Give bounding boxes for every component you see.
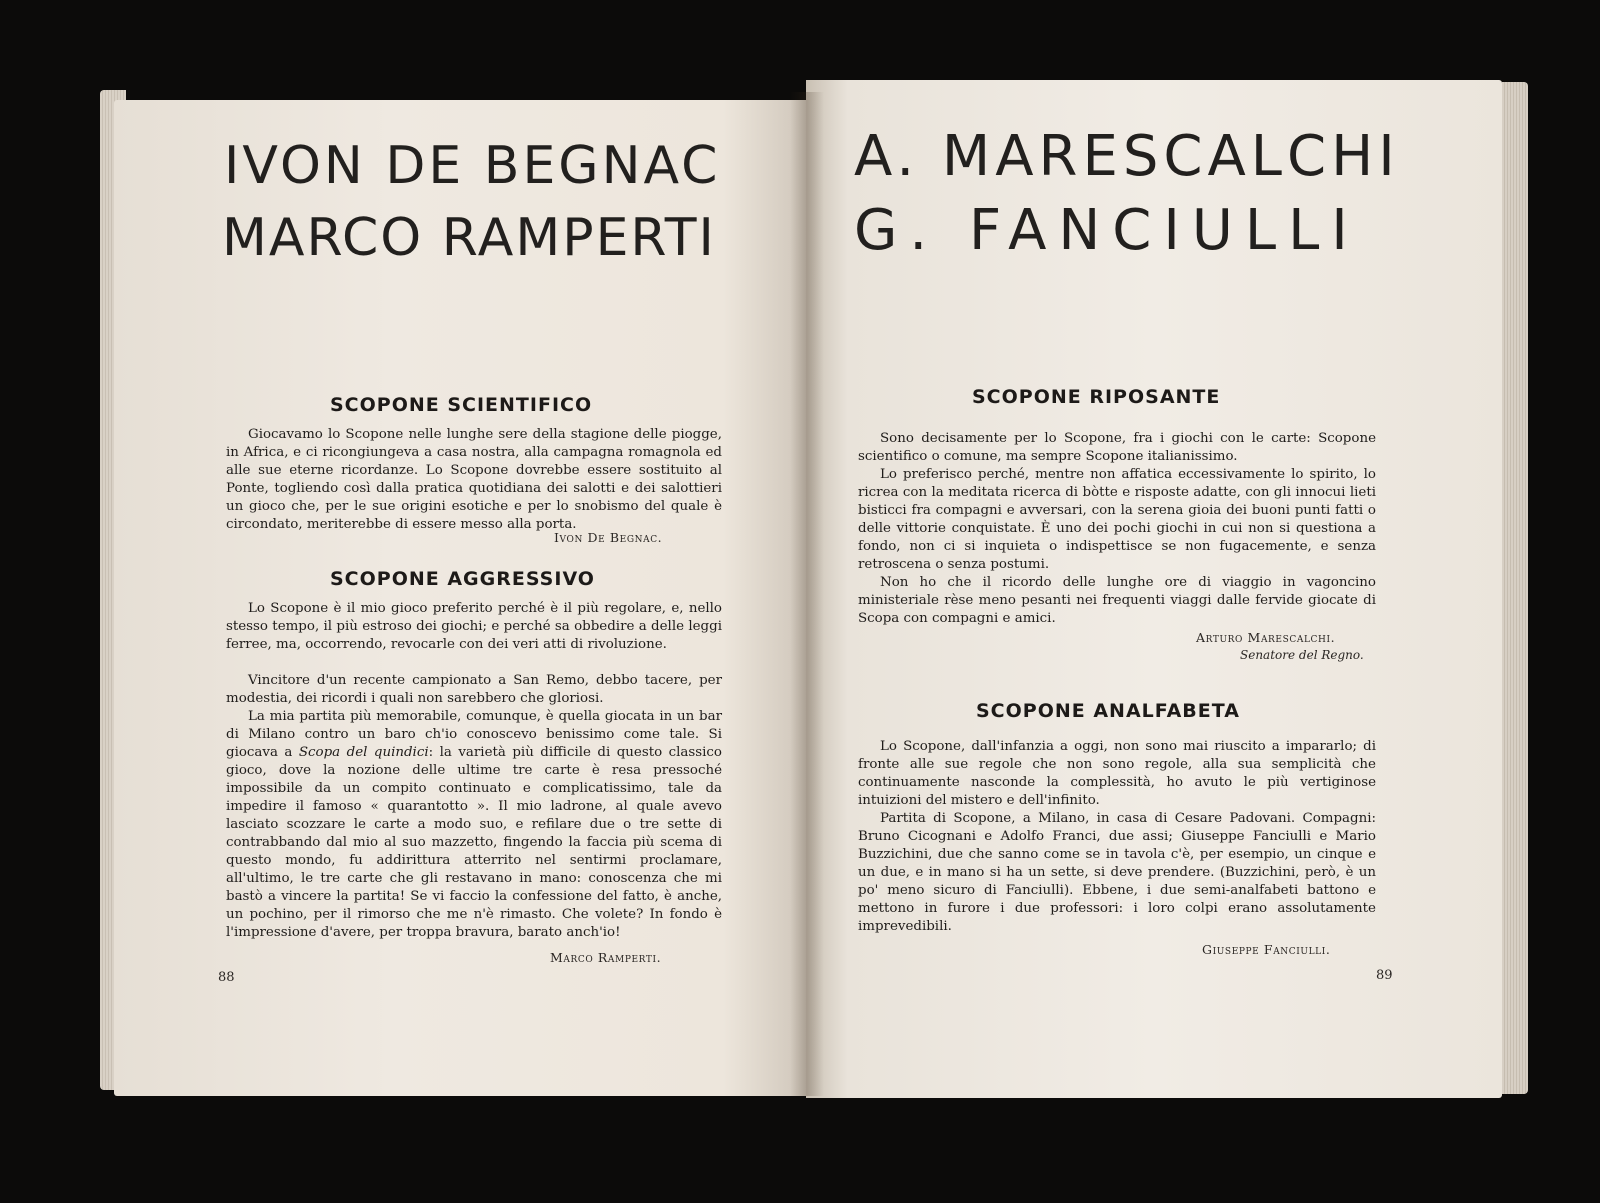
paragraph-analfabeta-2: Partita di Scopone, a Milano, in casa di Cesare Padovani. Compagni: Bruno Cicognani e Adolfo Franci, due assi; Giuseppe Fanciulli e Mario Buzzichini, due che sanno come se in tavola c'è, per esempio, un cinque e un due, e in mano si ha un sette, si deve prendere. (Buzzichini, però, è un po' meno sicuro di Fanciulli). Ebbene, i due semi-analfabeti battono e mettono in furore i due professori: i loro colpi erano assolutamente imprevedibili. bbox=[858, 811, 1376, 934]
paragraph-aggressivo-3 bbox=[226, 708, 722, 942]
page-number-right: 89 bbox=[1376, 968, 1393, 983]
paragraph-aggressivo-3-end: : la varietà più difficile di questo classico gioco, dove la nozione delle ultime tre carte è resa pressoché impossibile da un compito continuato e complicatissimo, tale da impedire il famoso « quarantotto ». Il mio ladrone, al quale avevo lasciato scozzare le carte a modo suo, e refilare due o tre sette di contrabbando dal mio al suo mazzetto, fingendo la faccia più scema di questo mondo, fu addirittura atterrito nel sentirmi proclamare, all'ultimo, le tre carte che gli restavano in mano: conoscenza che mi bastò a vincere la partita! Se vi faccio la confessione del fatto, è anche, un pochino, per il rimorso che me n'è rimasto. Che volete? In fondo è l'impressione d'avere, per troppa bravura, barato anch'io! bbox=[226, 745, 722, 940]
right-page-edges bbox=[1502, 82, 1528, 1094]
signature-arturo-marescalchi: Arturo Marescalchi. bbox=[1196, 630, 1336, 645]
signature-ivon-de-begnac: Ivon De Begnac. bbox=[554, 530, 663, 545]
subtitle-senatore-del-regno: Senatore del Regno. bbox=[1240, 648, 1364, 662]
section-title-scopone-analfabeta: SCOPONE ANALFABETA bbox=[976, 700, 1240, 722]
heading-marco-ramperti: MARCO RAMPERTI bbox=[222, 208, 716, 268]
paragraph-scientifico: Giocavamo lo Scopone nelle lunghe sere della stagione delle piogge, in Africa, e ci ricongiungeva a casa nostra, alla campagna romagnola ed alle sue eterne ricordanze. Lo Scopone dovrebbe essere sostituito al Ponte, togliendo così dalla pratica quotidiana dei salotti e dei salottieri un gioco che, per le sue origini esotiche e per lo snobismo del quale è circondato, meriterebbe di essere messo alla porta. bbox=[226, 427, 722, 532]
signature-marco-ramperti: Marco Ramperti. bbox=[550, 950, 662, 965]
section-title-scopone-riposante: SCOPONE RIPOSANTE bbox=[972, 386, 1221, 408]
book-gutter bbox=[790, 92, 824, 1096]
paragraph-analfabeta-1: Lo Scopone, dall'infanzia a oggi, non sono mai riuscito a impararlo; di fronte alle sue regole che non sono regole, alla sua semplicità che continuamente nasconde la complessità, ho avuto le più vertiginose intuizioni del mistero e dell'infinito. bbox=[858, 739, 1376, 808]
paragraph-aggressivo-3-start: La mia partita più memorabile, comunque, è quella giocata in un bar di Milano contro un baro ch'io conoscevo benissimo come tale. Si giocava a bbox=[226, 709, 722, 760]
heading-g-fanciulli: G. FANCIULLI bbox=[854, 198, 1360, 263]
paragraph-riposante-3: Non ho che il ricordo delle lunghe ore di viaggio in vagoncino ministeriale rèse meno pesanti nei frequenti viaggi dalle fervide giocate di Scopa con compagni e amici. bbox=[858, 575, 1376, 626]
paragraph-aggressivo-2: Vincitore d'un recente campionato a San Remo, debbo tacere, per modestia, dei ricordi i quali non sarebbero che gloriosi. bbox=[226, 673, 722, 706]
right-page bbox=[806, 80, 1502, 1098]
page-number-left: 88 bbox=[218, 970, 235, 985]
signature-giuseppe-fanciulli: Giuseppe Fanciulli. bbox=[1202, 942, 1331, 957]
paragraph-aggressivo-3-italic: Scopa del quindici bbox=[298, 745, 429, 760]
open-book bbox=[100, 72, 1528, 1104]
left-page bbox=[114, 100, 806, 1096]
paragraph-riposante-2: Lo preferisco perché, mentre non affatica eccessivamente lo spirito, lo ricrea con la meditata ricerca di bòtte e risposte adatte, con gli innocui lieti bisticci fra compagni e avversari, con la serena gioia dei buoni punti fatti o delle vittorie conquistate. È uno dei pochi giochi in cui non si questiona a fondo, non ci si inquieta o indispettisce se non fugacemente, e senza retroscena o senza postumi. bbox=[858, 467, 1376, 572]
section-title-scopone-aggressivo: SCOPONE AGGRESSIVO bbox=[330, 568, 595, 590]
heading-a-marescalchi: A. MARESCALCHI bbox=[854, 124, 1400, 189]
heading-ivon-de-begnac: IVON DE BEGNAC bbox=[224, 136, 721, 196]
paragraph-aggressivo-1: Lo Scopone è il mio gioco preferito perché è il più regolare, e, nello stesso tempo, il più estroso dei giochi; e perché sa obbedire a delle leggi ferree, ma, occorrendo, revocarle con dei veri atti di rivoluzione. bbox=[226, 601, 722, 652]
section-title-scopone-scientifico: SCOPONE SCIENTIFICO bbox=[330, 394, 593, 416]
paragraph-riposante-1: Sono decisamente per lo Scopone, fra i giochi con le carte: Scopone scientifico o comune, ma sempre Scopone italianissimo. bbox=[858, 431, 1376, 464]
